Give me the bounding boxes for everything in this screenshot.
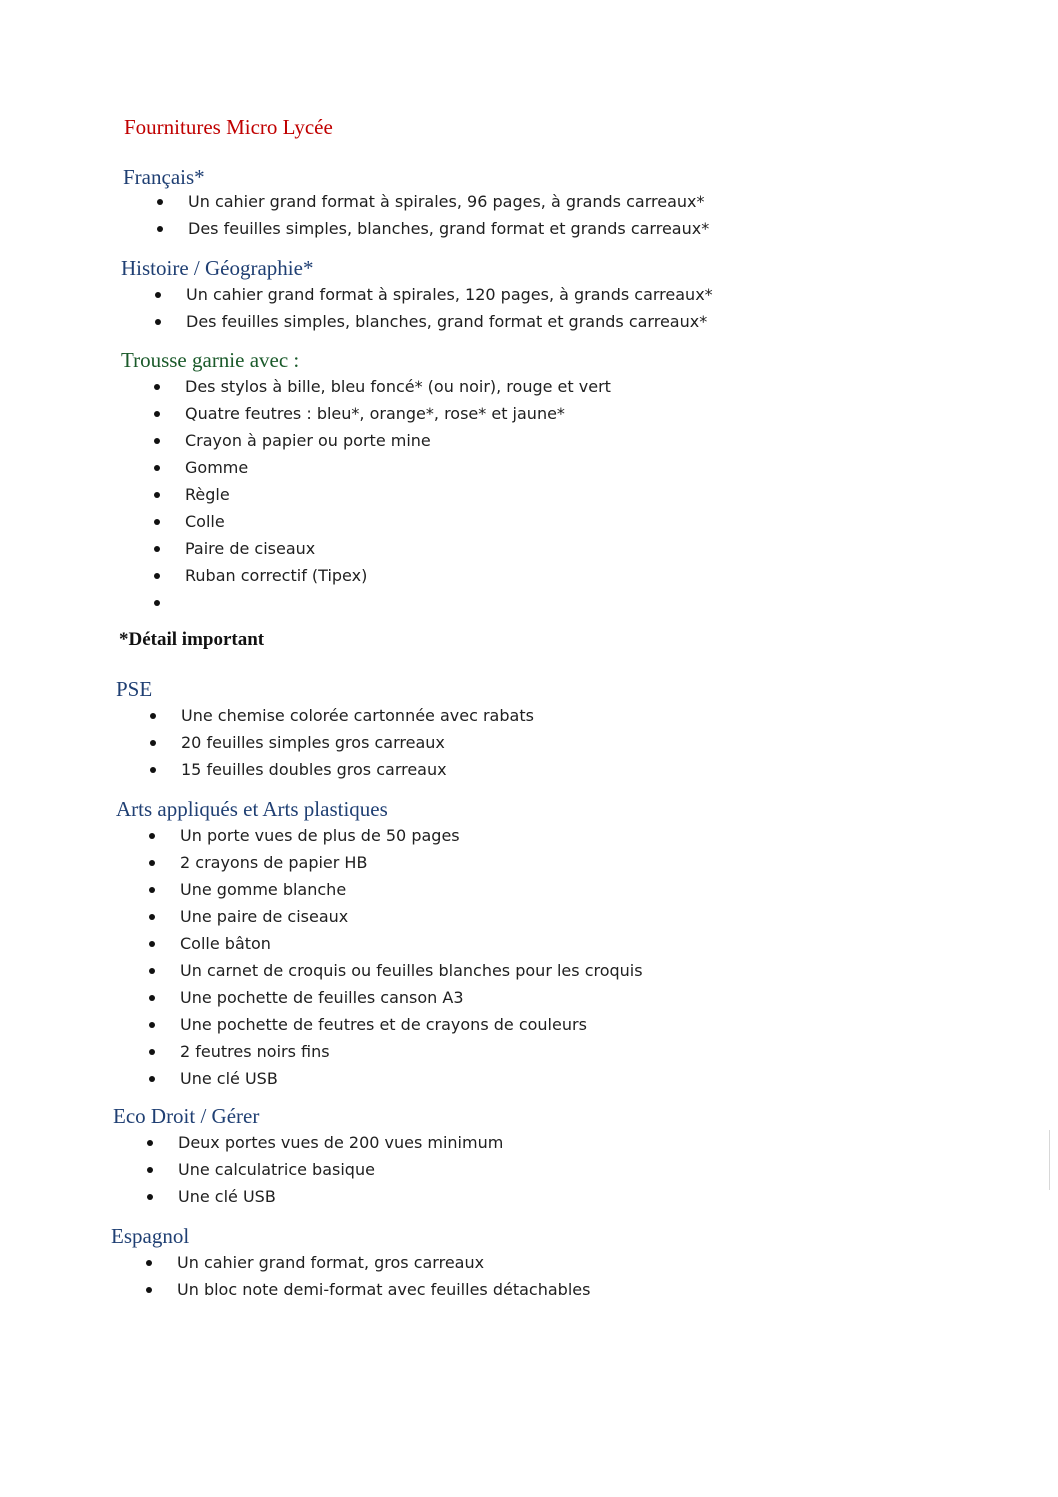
bullet-icon <box>150 713 156 719</box>
bullet-icon <box>146 1260 152 1266</box>
bullet-icon <box>157 199 163 205</box>
bullet-icon <box>149 914 155 920</box>
bullet-icon <box>149 941 155 947</box>
bullet-icon <box>149 1049 155 1055</box>
bullet-icon <box>149 1076 155 1082</box>
bullet-icon <box>149 860 155 866</box>
bullet-icon <box>146 1287 152 1293</box>
bullet-icon <box>149 968 155 974</box>
section-heading-arts: Arts appliqués et Arts plastiques <box>116 797 388 821</box>
bullet-icon <box>150 740 156 746</box>
bullet-icon <box>154 519 160 525</box>
section-heading-espagnol: Espagnol <box>111 1224 190 1248</box>
bullet-icon <box>155 319 161 325</box>
bullet-icon <box>150 767 156 773</box>
bullet-icon <box>154 465 160 471</box>
bullet-icon <box>147 1194 153 1200</box>
bullet-icon <box>147 1140 153 1146</box>
document-title: Fournitures Micro Lycée <box>124 115 333 139</box>
bullet-icon <box>154 438 160 444</box>
document-page: Fournitures Micro Lycée Français* Un cahier grand format à spirales, 96 pages, à grands carreaux* Des feuilles simples, blanches, grand format et grands carreaux* Histoire / Géographie* Un cahier grand format à spirales, 120 pages, à grands carreaux* Des feuilles simples, blanches, grand format et grands carreaux* Trousse garnie avec : Des stylos à bille, bleu foncé* (ou noir), rouge et vert Quatre feutres : bleu*, orange*, rose* et jaune* Crayon à papier ou porte mine Gomme Règle Colle Paire de ciseaux Ruban correctif (Tipex) *Détail important PSE Une chemise colorée cartonnée avec rabats 20 feuilles simples gros carreaux 15 feuilles doubles gros carreaux Arts appliqués et Arts plastiques Un porte vues de plus de 50 pages 2 crayons de papier HB Une gomme blanche Une paire de ciseaux Colle bâton Un carnet de croquis ou feuilles blanches pour les croquis Une pochette de feuilles canson A3 Une pochette de feutres et de crayons de couleurs 2 feutres noirs fins Une clé USB Eco Droit / Gérer Deux portes vues de 200 vues minimum Une calculatrice basique Une clé USB Espagnol Un cahier grand format, gros carreaux Un bloc note demi-format avec feuilles détachables <box>0 0 1058 1497</box>
bullet-icon <box>154 573 160 579</box>
bullet-icon <box>154 384 160 390</box>
bullet-icon <box>149 1022 155 1028</box>
section-heading-trousse: Trousse garnie avec : <box>121 348 300 372</box>
bullet-icon <box>149 887 155 893</box>
section-heading-pse: PSE <box>116 677 153 701</box>
section-heading-histoire: Histoire / Géographie* <box>121 256 314 280</box>
bullet-icon <box>154 546 160 552</box>
bullet-icon <box>155 292 161 298</box>
bullet-icon <box>157 226 163 232</box>
scan-edge-mark <box>1049 1130 1050 1190</box>
bullet-icon <box>154 600 160 606</box>
important-note: *Détail important <box>119 629 265 650</box>
bullet-icon <box>154 492 160 498</box>
bullet-icon <box>154 411 160 417</box>
bullet-icon <box>149 833 155 839</box>
bullet-icon <box>149 995 155 1001</box>
bullet-icon <box>147 1167 153 1173</box>
section-heading-francais: Français* <box>123 165 205 189</box>
section-heading-eco: Eco Droit / Gérer <box>113 1104 260 1128</box>
